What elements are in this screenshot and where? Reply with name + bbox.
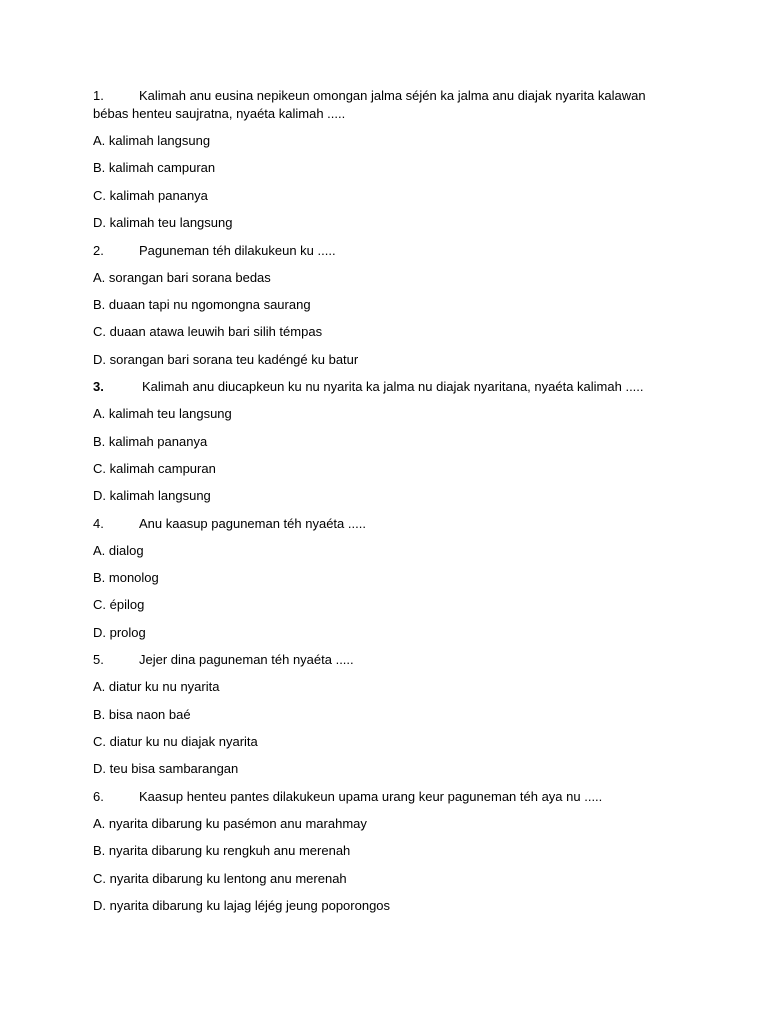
question-text: Kaasup henteu pantes dilakukeun upama urang keur paguneman téh aya nu ..... xyxy=(139,788,603,804)
question-text: Jejer dina paguneman téh nyaéta ..... xyxy=(139,652,354,668)
option-a: A. diatur ku nu nyarita xyxy=(93,679,220,695)
question-number: 4. xyxy=(93,515,104,531)
option-d: D. kalimah teu langsung xyxy=(93,215,233,231)
question-6 xyxy=(93,788,653,806)
question-number: 5. xyxy=(93,652,104,668)
question-text: Kalimah anu diucapkeun ku nu nyarita ka jalma nu diajak nyaritana, nyaéta kalimah ..... xyxy=(142,379,644,395)
option-b: B. duaan tapi nu ngomongna saurang xyxy=(93,296,311,312)
question-5 xyxy=(93,651,653,669)
option-d: D. sorangan bari sorana teu kadéngé ku batur xyxy=(93,351,359,367)
option-b: B. kalimah campuran xyxy=(93,160,216,176)
question-number: 6. xyxy=(93,788,104,804)
question-1 xyxy=(93,87,653,123)
question-block-6 xyxy=(93,788,653,915)
option-b: B. bisa naon baé xyxy=(93,706,191,722)
option-d: D. nyarita dibarung ku lajag léjég jeung poporongos xyxy=(93,897,391,913)
option-c: C. nyarita dibarung ku lentong anu merenah xyxy=(93,870,347,886)
question-block-5 xyxy=(93,651,653,778)
option-c: C. kalimah campuran xyxy=(93,460,216,476)
question-3 xyxy=(93,378,653,396)
document-page xyxy=(93,87,653,924)
option-a: A. kalimah teu langsung xyxy=(93,406,232,422)
question-block-2 xyxy=(93,242,653,369)
question-text: Kalimah anu eusina nepikeun omongan jalma séjén ka jalma anu diajak nyarita kalawan bébas henteu saujratna, nyaéta kalimah ..... xyxy=(93,88,646,121)
question-block-1 xyxy=(93,87,653,232)
option-c: C. épilog xyxy=(93,597,145,613)
option-a: A. nyarita dibarung ku pasémon anu marahmay xyxy=(93,815,367,831)
question-2 xyxy=(93,242,653,260)
option-c: C. kalimah pananya xyxy=(93,187,208,203)
question-text: Paguneman téh dilakukeun ku ..... xyxy=(139,242,336,258)
option-a: A. dialog xyxy=(93,542,144,558)
option-b: B. monolog xyxy=(93,570,159,586)
option-c: C. diatur ku nu diajak nyarita xyxy=(93,734,258,750)
option-c: C. duaan atawa leuwih bari silih témpas xyxy=(93,324,323,340)
option-b: B. kalimah pananya xyxy=(93,433,208,449)
question-block-4 xyxy=(93,515,653,642)
option-d: D. prolog xyxy=(93,624,146,640)
question-text: Anu kaasup paguneman téh nyaéta ..... xyxy=(139,515,366,531)
option-d: D. kalimah langsung xyxy=(93,488,211,504)
option-b: B. nyarita dibarung ku rengkuh anu merenah xyxy=(93,843,351,859)
option-a: A. sorangan bari sorana bedas xyxy=(93,269,271,285)
question-4 xyxy=(93,515,653,533)
question-number: 1. xyxy=(93,88,104,103)
question-number: 2. xyxy=(93,242,104,258)
question-block-3 xyxy=(93,378,653,505)
option-d: D. teu bisa sambarangan xyxy=(93,761,239,777)
option-a: A. kalimah langsung xyxy=(93,133,211,148)
question-number: 3. xyxy=(93,379,104,395)
